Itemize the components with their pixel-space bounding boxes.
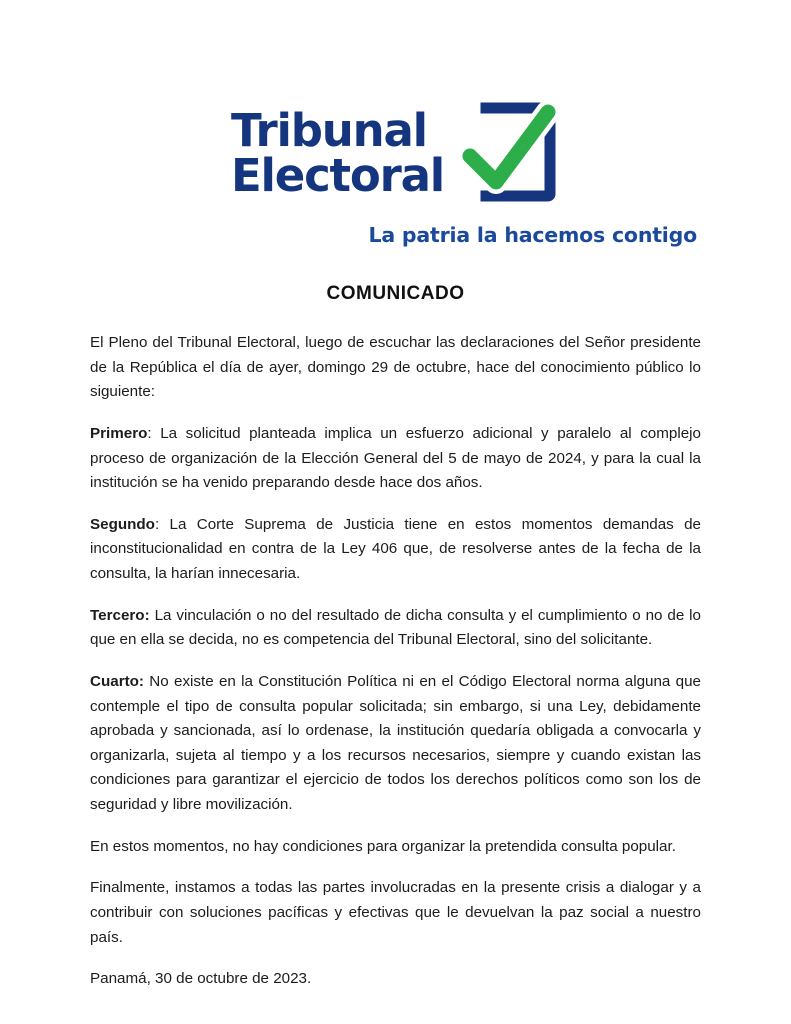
paragraph-lead: Primero <box>90 424 148 442</box>
checkmark-bracket-icon <box>452 98 560 211</box>
paragraph-intro <box>90 331 701 405</box>
document-body <box>90 331 701 992</box>
paragraph-text: : La solicitud planteada implica un esfuerzo adicional y paralelo al complejo proceso de organización de la Elección General del 5 de mayo de 2024, y para la cual la institución se ha venido preparando desde hace dos años. <box>90 424 701 492</box>
paragraph-final <box>90 876 701 950</box>
logo-row <box>231 96 560 211</box>
paragraph-text: La vinculación o no del resultado de dicha consulta y el cumplimiento o no de lo que en ella se decida, no es competencia del Tribunal Electoral, sino del solicitante. <box>90 606 701 649</box>
paragraph-cuarto <box>90 670 701 818</box>
page-title: COMUNICADO <box>326 283 465 304</box>
paragraph-primero <box>90 422 701 496</box>
logo-word-tribunal: Tribunal <box>231 104 427 158</box>
paragraph-text: Panamá, 30 de octubre de 2023. <box>90 970 312 988</box>
paragraph-dateline <box>90 967 701 992</box>
paragraph-lead: Tercero: <box>90 606 150 624</box>
paragraph-text: No existe en la Constitución Política ni en el Código Electoral norma alguna que contemple el tipo de consulta popular solicitada; sin embargo, si una Ley, debidamente aprobada y sancionada, así lo ordenase, la institución quedaría obligada a convocarla y organizarla, sujeta al tiempo y a los recursos necesarios, siempre y cuando existan las condiciones para garantizar el ejercicio de todos los derechos políticos como son los de seguridad y libre movilización. <box>90 672 701 813</box>
paragraph-text: : La Corte Suprema de Justicia tiene en estos momentos demandas de inconstitucionalidad en contra de la Ley 406 que, de resolverse antes de la fecha de la consulta, la harían innecesaria. <box>90 515 701 582</box>
paragraph-lead: Segundo <box>90 515 155 533</box>
paragraph-conditions <box>90 835 701 860</box>
paragraph-text: El Pleno del Tribunal Electoral, luego de escuchar las declaraciones del Señor presidente de la República el día de ayer, domingo 29 de octubre, hace del conocimiento público lo siguiente: <box>90 334 701 401</box>
institution-logo <box>90 0 701 247</box>
logo-tagline: La patria la hacemos contigo <box>368 223 697 247</box>
paragraph-segundo <box>90 513 701 587</box>
paragraph-text: En estos momentos, no hay condiciones para organizar la pretendida consulta popular. <box>90 837 676 855</box>
logo-wordmark <box>231 104 444 202</box>
paragraph-tercero <box>90 604 701 653</box>
paragraph-text: Finalmente, instamos a todas las partes involucradas en la presente crisis a dialogar y a contribuir con soluciones pacíficas y efectivas que le devuelvan la paz social a nuestro país. <box>90 879 701 946</box>
logo-word-electoral: Electoral <box>231 148 444 202</box>
paragraph-lead: Cuarto: <box>90 672 144 690</box>
